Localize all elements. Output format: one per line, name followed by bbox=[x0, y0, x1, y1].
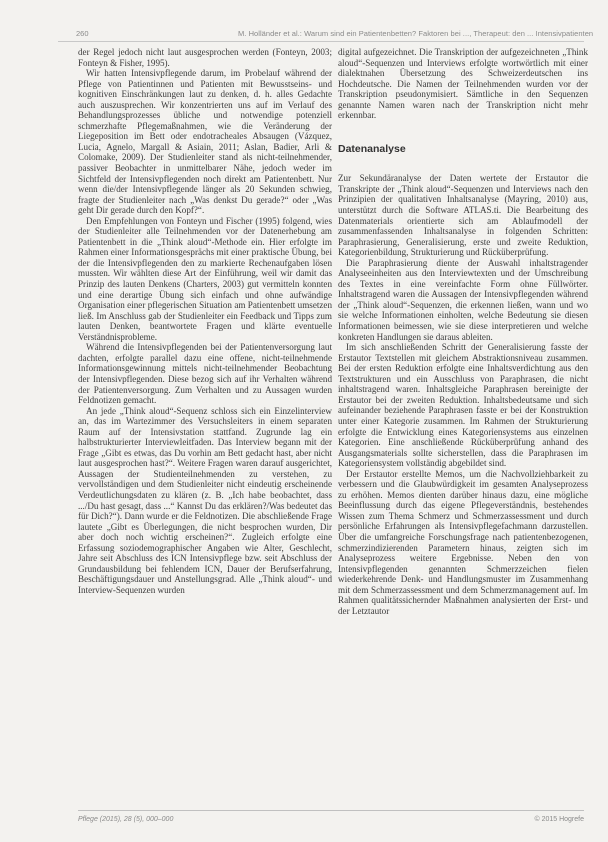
section-heading: Datenanalyse bbox=[338, 142, 406, 155]
paragraph: Zur Sekundäranalyse der Daten wertete der Erstautor die Transkripte der „Think aloud“-Sequenzen und Interviews nach den Prinzipien der qualitativen Inhaltsanalyse (Mayring, 2010) aus, unterstützt durch die Software ATLAS.ti. Die Bearbeitung des Datenmaterials orientierte sich am Ablaufmodell der zusammenfassenden Inhaltsanalyse in folgenden Schritten: Paraphrasierung, Generalisierung, erste und zweite Reduktion, Kategorienbildung, Strukturierung und Rücküberprüfung. bbox=[338, 173, 588, 258]
right-column bbox=[338, 47, 588, 616]
paragraph: digital aufgezeichnet. Die Transkription der aufgezeichneten „Think aloud“-Sequenzen und Interviews erfolgte wortwörtlich mit einer dialektnahen Übersetzung des Schweizerdeutschen ins Hochdeutsche. Die Namen der Teilnehmenden wurden vor der Transkription pseudonymisiert. Sämtliche in den Sequenzen genannte Namen waren nach der Transkription nicht mehr erkennbar. bbox=[338, 47, 588, 121]
paragraph: Die Paraphrasierung diente der Auswahl inhaltstragender Analyseeinheiten aus den Interviewtexten und der Umschreibung des Textes in eine vereinfachte Form ohne Füllwörter. Inhaltstragend waren die Aussagen der Intensivpflegenden während der „Think aloud“-Sequenzen, die erkennen ließen, wann und wo sie welche Informationen einholten, welche Bedeutung sie diesen Informationen beimessen, wie sie diese interpretieren und welche konkreten Handlungen sie daraus ableiten. bbox=[338, 257, 588, 342]
paragraph: Den Empfehlungen von Fonteyn und Fischer (1995) folgend, wies der Studienleiter alle Teilnehmenden vor der Datenerhebung am Patientenbett in die „Think aloud“-Methode ein. Hier erfolgte im Rahmen einer Informationsgesprächs mit einer praktische Übung, bei der die Intensivpflegenden den zu markierte Rechenaufgaben lösen mussten. Wir wählten diese Art der Einführung, weil wir damit das Prinzip des lauten Denkens (Charters, 2003) gut vermitteln konnten und eine derartige Übung sich einfach und ohne aufwändige Organisation einer pflegerischen Situation am Patientenbett umsetzen ließ. Im Anschluss gab der Studienleiter ein Feedback und Tipps zum lauten Denken, beantwortete Fragen und klärte eventuelle Verständnisprobleme. bbox=[78, 215, 332, 342]
page-header bbox=[58, 29, 594, 42]
running-title: M. Holländer et al.: Warum sind ein Patientenbetten? Faktoren bei ..., Therapeut: den ... Intensivpatienten bbox=[238, 29, 594, 38]
page-number: 260 bbox=[76, 29, 89, 38]
paragraph: Der Erstautor erstellte Memos, um die Nachvollziehbarkeit zu verbessern und die Glaubwürdigkeit im gesamten Analyseprozess zu erhöhen. Memos dienten darüber hinaus dazu, eine mögliche Beeinflussung durch das eigene Pflegeverständnis, bestehendes Wissen zum Thema Schmerz und Schmerzassessment und durch persönliche Erfahrungen als Intensivpflegefachmann darzustellen. Über die umfangreiche Forschungsfrage nach patientenbezogenen, schmerzindizierenden Parametern hinaus, zeigten sich im Analyseprozess weitere Ergebnisse. Neben den von Intensivpflegenden genannten Schmerzzeichen fielen wiederkehrende Denk- und Handlungsmuster im Zusammenhang mit dem Schmerzassessment und dem Schmerzmanagement auf. Im Rahmen qualitätssichernder Maßnahmen analysierten der Erst- und der Letztautor bbox=[338, 468, 588, 616]
journal-citation: Pflege (2015), 28 (5), 000–000 bbox=[78, 816, 174, 823]
left-column bbox=[78, 47, 332, 595]
publisher-credit: © 2015 Hogrefe bbox=[534, 816, 584, 823]
paragraph: Wir hatten Intensivpflegende darum, im Probelauf während der Pflege von Patientinnen und Patienten mit Bewusstseins- und kognitiven Einschränkungen laut zu denken, d. h. alles Gedachte auch auszusprechen. Wir konzentrierten uns auf im Verlauf des Behandlungsprozesses übliche und notwendige potenziell schmerzhafte Pflegemaßnahmen, wie die Veränderung der Liegeposition im Bett oder endotracheales Absaugen (Vázquez, Lucia, Agnelo, Margall & Asiain, 2011; Aslan, Badier, Arli & Colomake, 2009). Der Studienleiter stand als nicht-teilnehmender, passiver Beobachter in unmittelbarer Nähe, jedoch weder im Sichtfeld der Intensivpflegenden noch direkt am Patientenbett. Nur wenn die/der Intensivpflegende länger als 20 Sekunden schwieg, fragte der Studienleiter nach „Was denkst Du gerade?“ oder „Was geht Dir gerade durch den Kopf?“. bbox=[78, 68, 332, 216]
paragraph: An jede „Think aloud“-Sequenz schloss sich ein Einzelinterview an, das im Wartezimmer des Versuchsleiters in einem separaten Raum auf der Intensivstation stattfand. Zugrunde lag ein halbstrukturierter Interviewleitfaden. Das Interview begann mit der Frage „Gibt es etwas, das Du vorhin am Bett gedacht hast, aber nicht laut ausgesprochen hast?“. Weitere Fragen waren darauf ausgerichtet, Aussagen der Studienteilnehmenden zu verstehen, zu vervollständigen und dem Studienleiter nicht eindeutig erscheinende Verdeutlichungsdaten zu klären (z. B. „Ich habe beobachtet, dass .../Du hast gesagt, dass ...“ Kannst Du das erklären?/Was bedeutet das für Dich?“). Dann wurde er die Feldnotizen. Die abschließende Frage lautete „Gibt es Überlegungen, die nicht besprochen wurden, Dir aber doch noch wichtig erscheinen?“. Zugleich erfolgte eine Erfassung soziodemographischer Angaben wie Alter, Geschlecht, Jahre seit Abschluss des ICN Intensivpflege bzw. seit Abschluss der Grundausbildung bei fehlendem ICN, Dauer der Berufserfahrung, Beschäftigungsdauer und Anstellungsgrad. Alle „Think aloud“- und Interview-Sequenzen wurden bbox=[78, 405, 332, 595]
paragraph: Im sich anschließenden Schritt der Generalisierung fasste der Erstautor Textstellen mit gleichem Abstraktionsniveau zusammen. Bei der ersten Reduktion erfolgte eine Inhaltsverdichtung aus den Textstrukturen und ein Ausschluss von Paraphrasen, die nicht inhaltstragend waren. Inhaltsgleiche Paraphrasen bereinigte der Erstautor bei der zweiten Reduktion. Inhaltsbedeutsame und sich aufeinander beziehende Paraphrasen fasste er bei der Konstruktion unter einer Kategorie zusammen. Im Rahmen der Strukturierung erfolgte die Entwicklung eines Kategoriensystems aus einzelnen Kategorien. Eine anschließende Rücküberprüfung anhand des Ausgangsmaterials sollte sicherstellen, dass die Paraphrasen im Kategoriensystem vollständig abgebildet sind. bbox=[338, 342, 588, 469]
paragraph: der Regel jedoch nicht laut ausgesprochen werden (Fonteyn, 2003; Fonteyn & Fisher, 1995). bbox=[78, 47, 332, 68]
paragraph: Während die Intensivpflegenden bei der Patientenversorgung laut dachten, erfolgte parallel dazu eine offene, nicht-teilnehmende Informationsgewinnung mittels nicht-teilnehmender Beobachtung der Intensivpflegenden. Diese bezog sich auf ihr Verhalten während der Patientenversorgung. Zum Verhalten und zu Aussagen wurden Feldnotizen gemacht. bbox=[78, 342, 332, 406]
page-footer bbox=[78, 810, 584, 825]
